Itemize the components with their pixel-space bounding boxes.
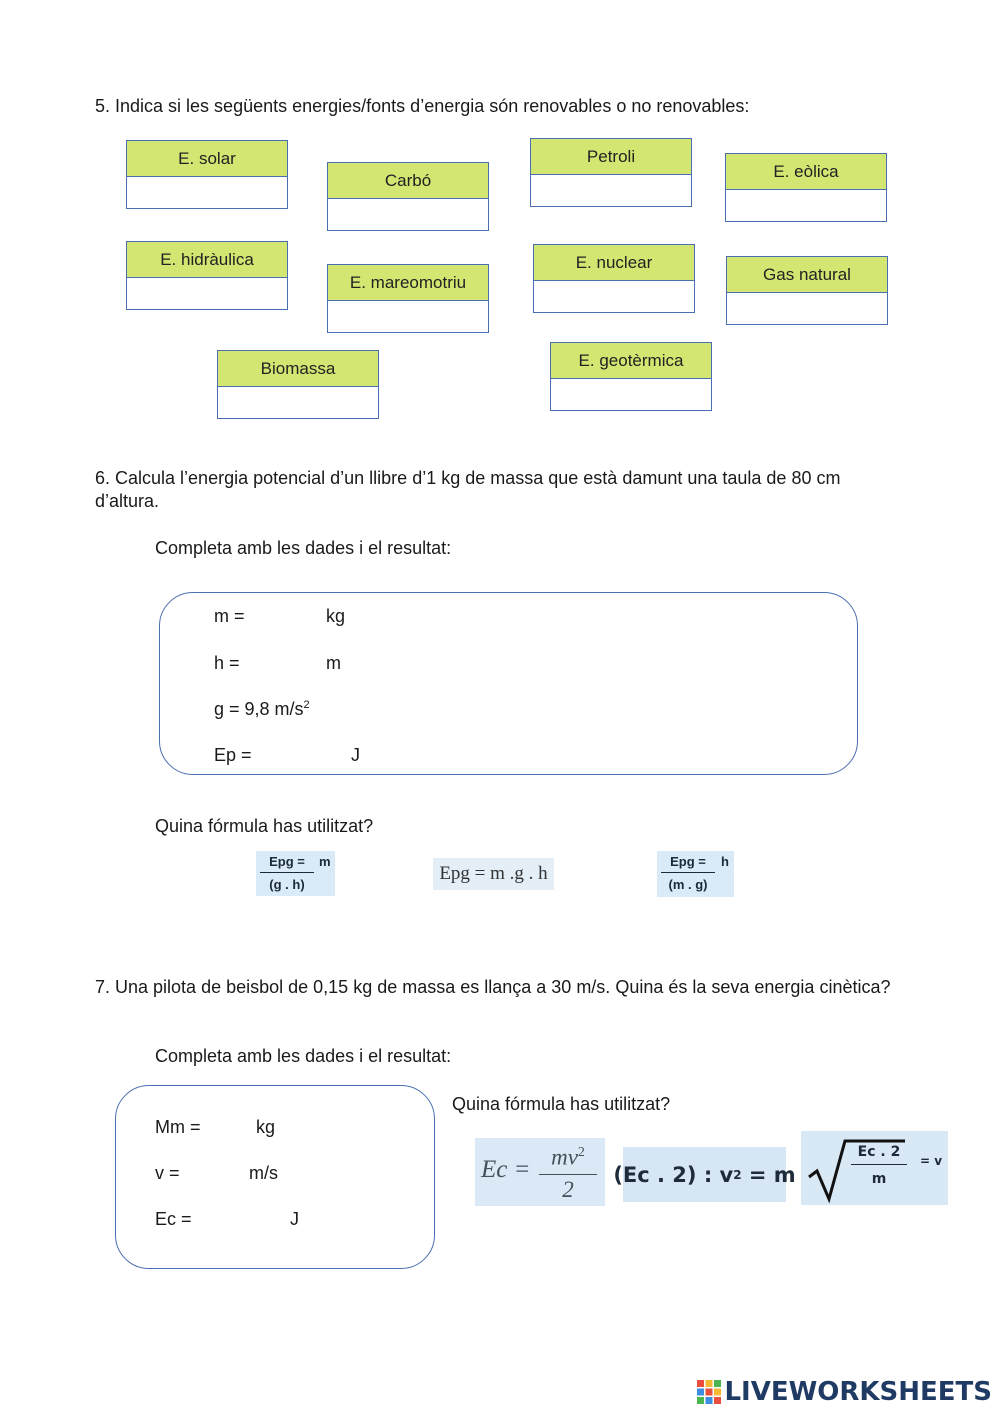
q6-height-unit: m [326, 653, 341, 673]
q7-f1-denominator: 2 [562, 1177, 574, 1203]
q6-ep-input[interactable] [262, 743, 352, 769]
energy-card-label: Petroli [531, 139, 691, 175]
q6-formula-option-3[interactable] [657, 851, 734, 897]
q6-mass-unit: kg [326, 606, 346, 626]
question-7-text: 7. Una pilota de beisbol de 0,15 kg de massa es llança a 30 m/s. Quina és la seva energia cinètica? [95, 977, 891, 997]
q6-formula-option-2[interactable]: Epg = m .g . h [433, 858, 554, 890]
q6-f3-denominator: (m . g) [668, 877, 708, 892]
energy-card-biomassa [217, 350, 379, 419]
energy-card-label: Carbó [328, 163, 488, 199]
fraction-bar [661, 872, 715, 873]
energy-answer-input[interactable] [218, 387, 378, 419]
q7-f1-num-exp: 2 [577, 1145, 585, 1160]
q6-height-input[interactable] [252, 651, 326, 677]
q7-formula-option-3[interactable] [801, 1131, 948, 1205]
energy-card-carbo [327, 162, 489, 231]
energy-card-geotermica [550, 342, 712, 411]
energy-card-solar [126, 140, 288, 209]
energy-answer-input[interactable] [127, 177, 287, 209]
q7-f3-denominator: m [871, 1171, 887, 1188]
energy-answer-input[interactable] [551, 379, 711, 411]
q7-velocity-label: v = [155, 1163, 180, 1183]
q6-formula-option-1[interactable] [256, 851, 335, 896]
q7-f3-fraction [851, 1144, 907, 1187]
q7-f3-rhs: = v [920, 1154, 943, 1168]
question-5-text: 5. Indica si les següents energies/fonts d’energia són renovables o no renovables: [95, 96, 750, 116]
q7-f2-exp: 2 [733, 1167, 742, 1182]
q7-mass-label: Mm = [155, 1117, 201, 1137]
q6-ep-unit: J [351, 745, 360, 765]
energy-card-petroli [530, 138, 692, 207]
energy-card-eolica [725, 153, 887, 222]
liveworksheets-logo [696, 1377, 992, 1407]
q7-f1-numerator [551, 1140, 585, 1171]
q7-mass-unit: kg [256, 1117, 276, 1137]
q7-instruction: Completa amb les dades i el resultat: [155, 1046, 452, 1066]
energy-card-label: E. nuclear [534, 245, 694, 281]
energy-answer-input[interactable] [727, 293, 887, 325]
energy-card-mareomotriu [327, 264, 489, 333]
q7-f3-numerator: Ec . 2 [857, 1144, 901, 1160]
q6-gravity-exponent: 2 [303, 699, 310, 711]
energy-card-label: E. hidràulica [127, 242, 287, 278]
energy-answer-input[interactable] [328, 199, 488, 231]
energy-card-label: Biomassa [218, 351, 378, 387]
logo-text: LIVEWORKSHEETS [724, 1377, 992, 1407]
energy-answer-input[interactable] [328, 301, 488, 333]
energy-answer-input[interactable] [534, 281, 694, 313]
q7-velocity-input[interactable] [184, 1161, 250, 1187]
q7-formula-question: Quina fórmula has utilitzat? [452, 1094, 671, 1114]
q7-f1-lhs: Ec = [481, 1156, 531, 1183]
q6-f1-right: m [319, 854, 331, 869]
q6-formula-question: Quina fórmula has utilitzat? [155, 816, 374, 836]
q6-instruction: Completa amb les dades i el resultat: [155, 538, 452, 558]
q6-f1-denominator: (g . h) [269, 877, 305, 892]
energy-answer-input[interactable] [127, 278, 287, 310]
question-6-text: 6. Calcula l’energia potencial d’un llibre d’1 kg de massa que està damunt una taula de 80 cm d’altura. [95, 468, 841, 511]
q6-height-label: h = [214, 653, 240, 673]
q6-ep-label: Ep = [214, 745, 252, 765]
energy-card-label: E. geotèrmica [551, 343, 711, 379]
energy-answer-input[interactable] [726, 190, 886, 222]
q7-mass-input[interactable] [206, 1115, 260, 1141]
fraction-bar [851, 1164, 907, 1165]
q7-ec-label: Ec = [155, 1209, 192, 1229]
q6-f3-fraction [661, 854, 715, 892]
q6-f3-numerator: Epg = [670, 854, 706, 869]
energy-card-nuclear [533, 244, 695, 313]
q7-f1-fraction [539, 1140, 597, 1203]
q7-ec-input[interactable] [200, 1207, 290, 1233]
q6-f1-numerator: Epg = [269, 854, 305, 869]
q7-f1-num-base: mv [551, 1144, 578, 1170]
q6-gravity-value [214, 699, 310, 720]
energy-card-gas-natural [726, 256, 888, 325]
energy-card-label: Gas natural [727, 257, 887, 293]
q7-velocity-unit: m/s [249, 1163, 278, 1183]
q6-f1-fraction [260, 854, 314, 892]
q6-mass-label: m = [214, 606, 245, 626]
q6-mass-input[interactable] [252, 604, 326, 630]
q6-f3-right: h [721, 854, 729, 869]
q7-formula-option-1[interactable] [475, 1138, 605, 1206]
energy-card-label: E. solar [127, 141, 287, 177]
energy-card-label: E. mareomotriu [328, 265, 488, 301]
fraction-bar [539, 1174, 597, 1176]
q7-f2-text: (Ec . 2) : v [613, 1162, 734, 1187]
q7-f2-rest: = m [741, 1162, 796, 1187]
logo-grid-icon [696, 1379, 722, 1405]
fraction-bar [260, 872, 314, 873]
q7-ec-unit: J [290, 1209, 299, 1229]
q7-formula-option-2[interactable] [613, 1147, 796, 1202]
energy-answer-input[interactable] [531, 175, 691, 207]
energy-card-label: E. eòlica [726, 154, 886, 190]
energy-card-hidraulica [126, 241, 288, 310]
q6-gravity-text: g = 9,8 m/s [214, 699, 304, 719]
